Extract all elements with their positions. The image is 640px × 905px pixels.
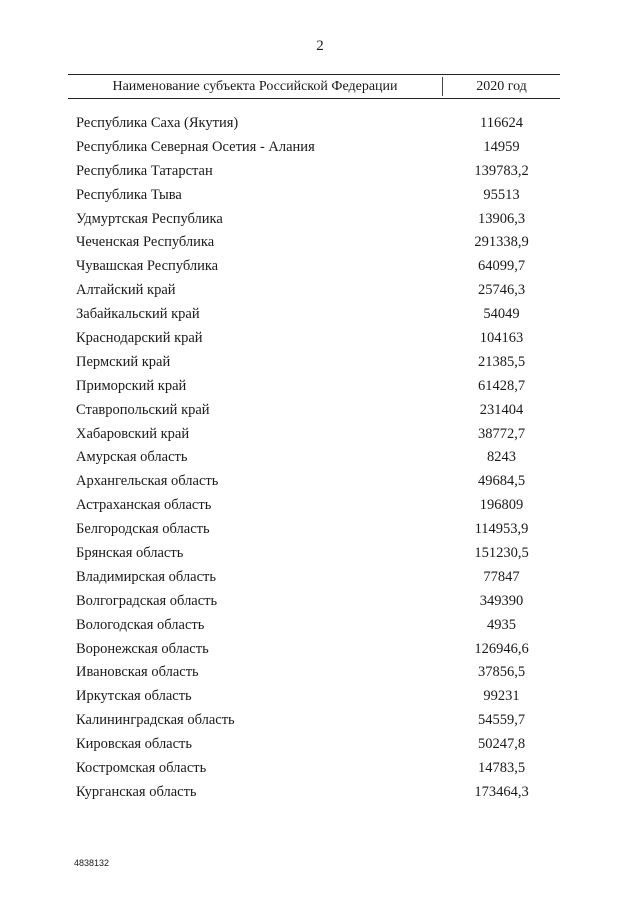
region-value: 173464,3 bbox=[474, 783, 529, 800]
region-value: 14959 bbox=[483, 138, 520, 155]
region-value: 196809 bbox=[479, 497, 524, 514]
region-name: Архангельская область bbox=[76, 473, 219, 490]
region-value: 14783,5 bbox=[477, 760, 526, 777]
table-row bbox=[0, 211, 640, 235]
region-name: Белгородская область bbox=[76, 521, 210, 538]
region-name: Волгоградская область bbox=[76, 592, 218, 609]
region-name: Алтайский край bbox=[76, 282, 176, 299]
region-name: Владимирская область bbox=[76, 568, 216, 585]
region-value: 64099,7 bbox=[477, 258, 526, 275]
table-row bbox=[0, 354, 640, 378]
region-value: 54049 bbox=[483, 306, 520, 323]
region-value: 13906,3 bbox=[477, 210, 526, 227]
region-value: 21385,5 bbox=[477, 353, 526, 370]
table-row bbox=[0, 115, 640, 139]
table-row bbox=[0, 426, 640, 450]
region-name: Удмуртская Республика bbox=[76, 210, 223, 227]
region-name: Ивановская область bbox=[76, 664, 199, 681]
table-header-top-rule bbox=[68, 74, 560, 75]
table-row bbox=[0, 378, 640, 402]
table-row bbox=[0, 163, 640, 187]
table-row bbox=[0, 497, 640, 521]
region-name: Воронежская область bbox=[76, 640, 209, 657]
region-name: Республика Татарстан bbox=[76, 162, 213, 179]
region-name: Ставропольский край bbox=[76, 401, 210, 418]
region-name: Чеченская Республика bbox=[76, 234, 215, 251]
region-value: 50247,8 bbox=[477, 736, 526, 753]
table-row bbox=[0, 545, 640, 569]
region-name: Краснодарский край bbox=[76, 330, 203, 347]
page-number: 2 bbox=[316, 38, 324, 54]
region-name: Приморский край bbox=[76, 377, 187, 394]
table-row bbox=[0, 282, 640, 306]
region-name: Кировская область bbox=[76, 736, 193, 753]
region-name: Иркутская область bbox=[76, 688, 192, 705]
region-name: Республика Саха (Якутия) bbox=[76, 115, 239, 131]
region-name: Республика Тыва bbox=[76, 186, 182, 203]
table-row bbox=[0, 234, 640, 258]
region-value: 49684,5 bbox=[477, 473, 526, 490]
region-name: Костромская область bbox=[76, 760, 207, 777]
region-name: Брянская область bbox=[76, 545, 184, 562]
table-row bbox=[0, 139, 640, 163]
table-row bbox=[0, 760, 640, 784]
region-value: 116624 bbox=[480, 115, 523, 131]
table-row bbox=[0, 736, 640, 760]
region-value: 25746,3 bbox=[477, 282, 526, 299]
region-value: 38772,7 bbox=[477, 425, 526, 442]
region-name: Курганская область bbox=[76, 783, 197, 800]
table-row bbox=[0, 402, 640, 426]
table-header-bottom-rule bbox=[68, 98, 560, 99]
region-value: 231404 bbox=[479, 401, 524, 418]
region-value: 54559,7 bbox=[477, 712, 526, 729]
region-name: Хабаровский край bbox=[76, 425, 190, 442]
region-name: Калининградская область bbox=[76, 712, 235, 729]
region-name: Чувашская Республика bbox=[76, 258, 219, 275]
region-name: Забайкальский край bbox=[76, 306, 200, 323]
table-row bbox=[0, 641, 640, 665]
table-row bbox=[0, 449, 640, 473]
document-code: 4838132 bbox=[74, 858, 110, 868]
region-name: Амурская область bbox=[76, 449, 188, 466]
table-row bbox=[0, 712, 640, 736]
region-name: Вологодская область bbox=[76, 616, 205, 633]
table-row bbox=[0, 617, 640, 641]
table-row bbox=[0, 330, 640, 354]
region-value: 37856,5 bbox=[477, 664, 526, 681]
region-value: 291338,9 bbox=[474, 234, 529, 251]
table-row bbox=[0, 187, 640, 211]
region-name: Пермский край bbox=[76, 353, 171, 370]
table-body bbox=[0, 115, 640, 808]
region-value: 99231 bbox=[483, 688, 520, 705]
table-header-year: 2020 год bbox=[476, 79, 527, 94]
region-value: 77847 bbox=[483, 568, 520, 585]
table-row bbox=[0, 688, 640, 712]
region-value: 104163 bbox=[479, 330, 524, 347]
table-row bbox=[0, 473, 640, 497]
region-value: 8243 bbox=[487, 449, 516, 466]
region-name: Астраханская область bbox=[76, 497, 212, 514]
table-row bbox=[0, 593, 640, 617]
table-row bbox=[0, 306, 640, 330]
region-value: 139783,2 bbox=[474, 162, 529, 179]
region-name: Республика Северная Осетия - Алания bbox=[76, 138, 315, 155]
table-row bbox=[0, 569, 640, 593]
region-value: 114953,9 bbox=[474, 521, 529, 538]
region-value: 4935 bbox=[487, 616, 516, 633]
region-value: 61428,7 bbox=[477, 377, 526, 394]
region-value: 95513 bbox=[483, 186, 520, 203]
table-header-name: Наименование субъекта Российской Федерации bbox=[112, 79, 398, 94]
table-row bbox=[0, 784, 640, 808]
region-value: 126946,6 bbox=[474, 640, 529, 657]
region-value: 151230,5 bbox=[474, 545, 529, 562]
table-row bbox=[0, 664, 640, 688]
table-row bbox=[0, 258, 640, 282]
table-row bbox=[0, 521, 640, 545]
region-value: 349390 bbox=[479, 592, 524, 609]
